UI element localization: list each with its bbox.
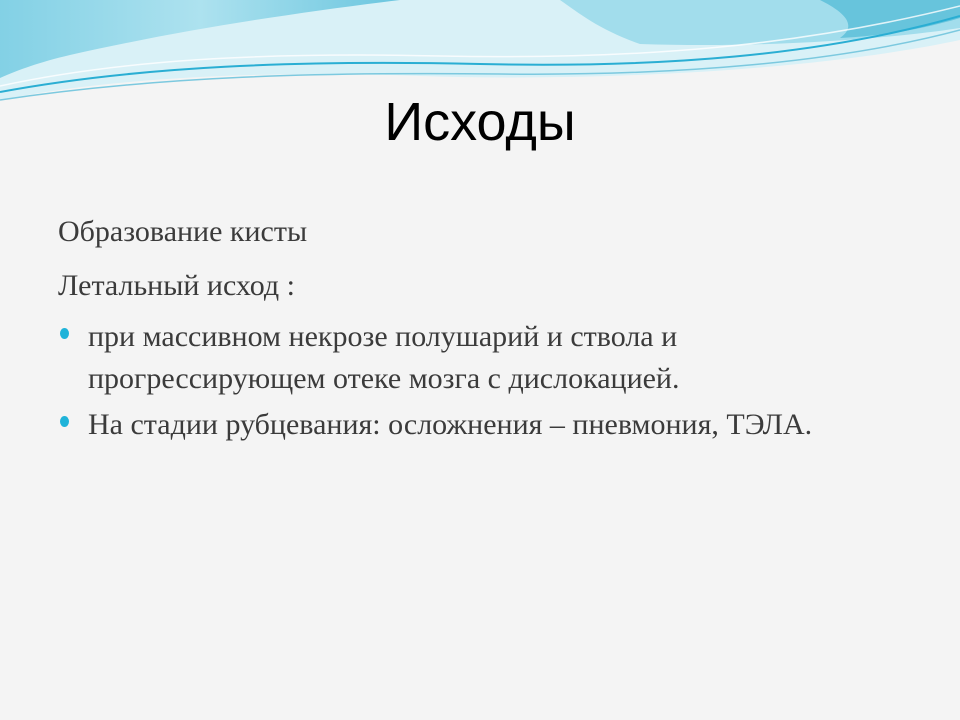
bullet-item	[58, 404, 888, 446]
bullet-item	[58, 316, 888, 400]
bullet-dot-icon	[60, 328, 69, 339]
slide-title: Исходы	[384, 92, 576, 152]
bullet-text: при массивном некрозе полушарий и ствола и прогрессирующем отеке мозга с дислокацией.	[88, 320, 680, 395]
paragraph-cyst-formation: Образование кисты	[58, 215, 308, 248]
bullet-text: На стадии рубцевания: осложнения – пневмония, ТЭЛА.	[88, 408, 813, 441]
paragraph-lethal-outcome: Летальный исход :	[58, 269, 295, 302]
bullet-dot-icon	[60, 416, 69, 427]
slide-body	[58, 208, 888, 450]
